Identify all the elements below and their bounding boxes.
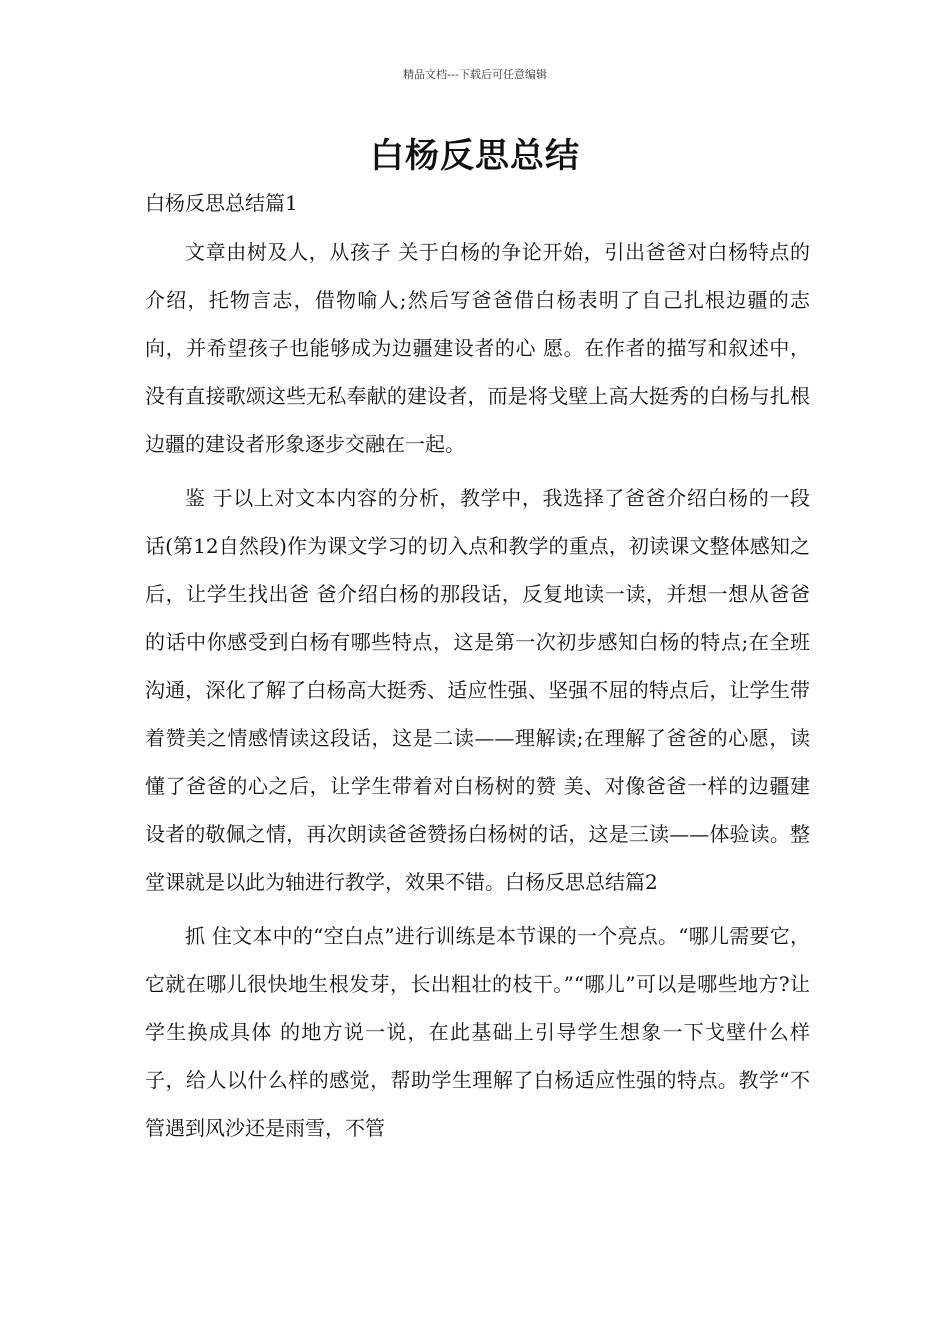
header-note: 精品文档---下载后可任意编辑 (403, 68, 547, 81)
paragraph-1: 文章由树及人，从孩子 关于白杨的争论开始，引出爸爸对白杨特点的介绍，托物言志，借物喻人;然后写爸爸借白杨表明了自己扎根边疆的志向，并希望孩子也能够成为边疆建设者的心 愿。在作者的描写和叙述中，没有直接歌颂这些无私奉献的建设者，而是将戈壁上高大挺秀的白杨与扎根边疆的建设者形象逐步交融在一起。 (145, 240, 810, 456)
document-title: 白杨反思总结 (370, 136, 580, 176)
paragraph-2: 鉴 于以上对文本内容的分析，教学中，我选择了爸爸介绍白杨的一段话(第12自然段)作为课文学习的切入点和教学的重点，初读课文整体感知之后，让学生找出爸 爸介绍白杨的那段话，反复地读一读，并想一想从爸爸的话中你感受到白杨有哪些特点，这是第一次初步感知白杨的特点;在全班沟通，深化了解了白杨高大挺秀、适应性强、坚强不屈的特点后，让学生带着赞美之情感情读这段话，这是二读——理解读;在理解了爸爸的心愿，读懂了爸爸的心之后，让学生带着对白杨树的赞 美、对像爸爸一样的边疆建设者的敬佩之情，再次朗读爸爸赞扬白杨树的话，这是三读——体验读。整堂课就是以此为轴进行教学，效果不错。白杨反思总结篇2 (145, 486, 810, 894)
document-body (145, 228, 810, 1152)
paragraph-3: 抓 住文本中的“空白点”进行训练是本节课的一个亮点。“哪儿需要它，它就在哪儿很快地生根发芽，长出粗壮的枝干。”“哪儿”可以是哪些地方?让学生换成具体 的地方说一说，在此基础上引导学生想象一下戈壁什么样子，给人以什么样的感觉，帮助学生理解了白杨适应性强的特点。教学“不管遇到风沙还是雨雪，不管 (145, 924, 810, 1140)
section-heading: 白杨反思总结篇1 (145, 191, 298, 215)
